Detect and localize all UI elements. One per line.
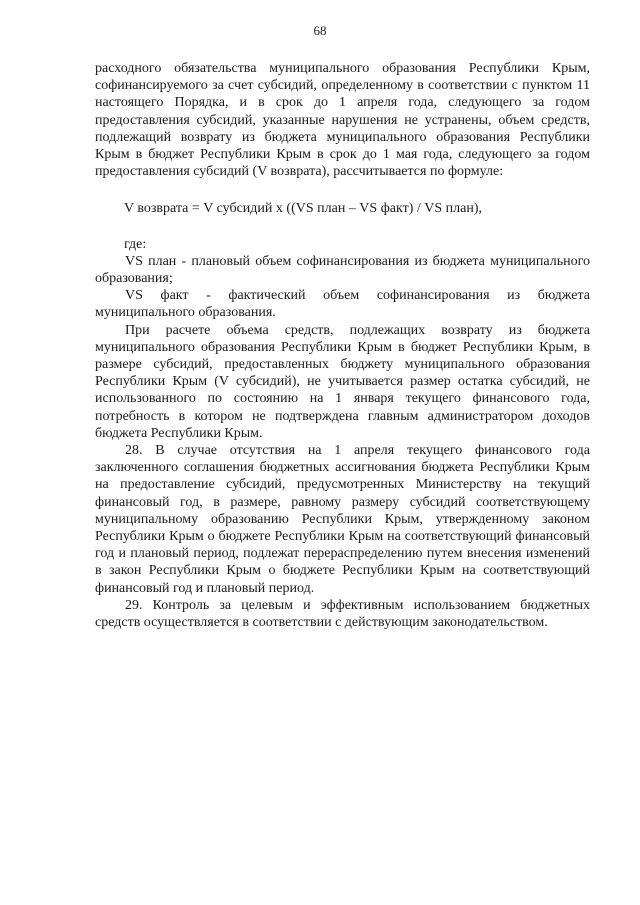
paragraph-item-29: 29. Контроль за целевым и эффективным использованием бюджетных средств осуществляется в соответствии с действующим законодательством.	[95, 597, 590, 631]
formula-where-label: где:	[124, 236, 147, 252]
paragraph-continuation: расходного обязательства муниципального образования Республики Крым, софинансируемого за счет субсидий, определенному в соответствии с пунктом 11 настоящего Порядка, и в срок до 1 апреля года, следующего за годом предоставления субсидий, указанные нарушения не устранены, объем средств, подлежащий возврату из бюджета муниципального образования Республики Крым в бюджет Республики Крым в срок до 1 мая года, следующего за годом предоставления субсидий (V возврата), рассчитывается по формуле:	[95, 61, 590, 180]
formula: V возврата = V субсидий х ((VS план – VS факт) / VS план),	[124, 201, 483, 217]
document-body	[95, 60, 590, 631]
definition-vs-fact: VS факт - фактический объем софинансирования из бюджета муниципального образования.	[95, 288, 590, 321]
page-number: 68	[313, 23, 327, 38]
paragraph-calculation-note: При расчете объема средств, подлежащих возврату из бюджета муниципального образования Республики Крым в бюджет Республики Крым, в размере субсидий, предоставленных бюджету муниципального образования Республики Крым (V субсидий), не учитывается размер остатка субсидий, не использованного по состоянию на 1 января текущего финансового года, потребность в котором не подтверждена главным администратором доходов бюджета Республики Крым.	[95, 322, 590, 441]
definition-vs-plan: VS план - плановый объем софинансирования из бюджета муниципального образования;	[95, 253, 590, 287]
paragraph-item-28: 28. В случае отсутствия на 1 апреля текущего финансового года заключенного соглашения бюджетных ассигнования бюджета Республики Крым на предоставление субсидий, предусмотренных Министерству на текущий финансовый год, в размере, равному размеру субсидий соответствующему муниципальному образованию Республики Крым, утвержденному законом Республики Крым о бюджете Республики Крым на соответствующий финансовый год и плановый период, подлежат перераспределению путем внесения изменений в закон Республики Крым о бюджете Республики Крым на соответствующий финансовый год и плановый период.	[95, 443, 590, 596]
